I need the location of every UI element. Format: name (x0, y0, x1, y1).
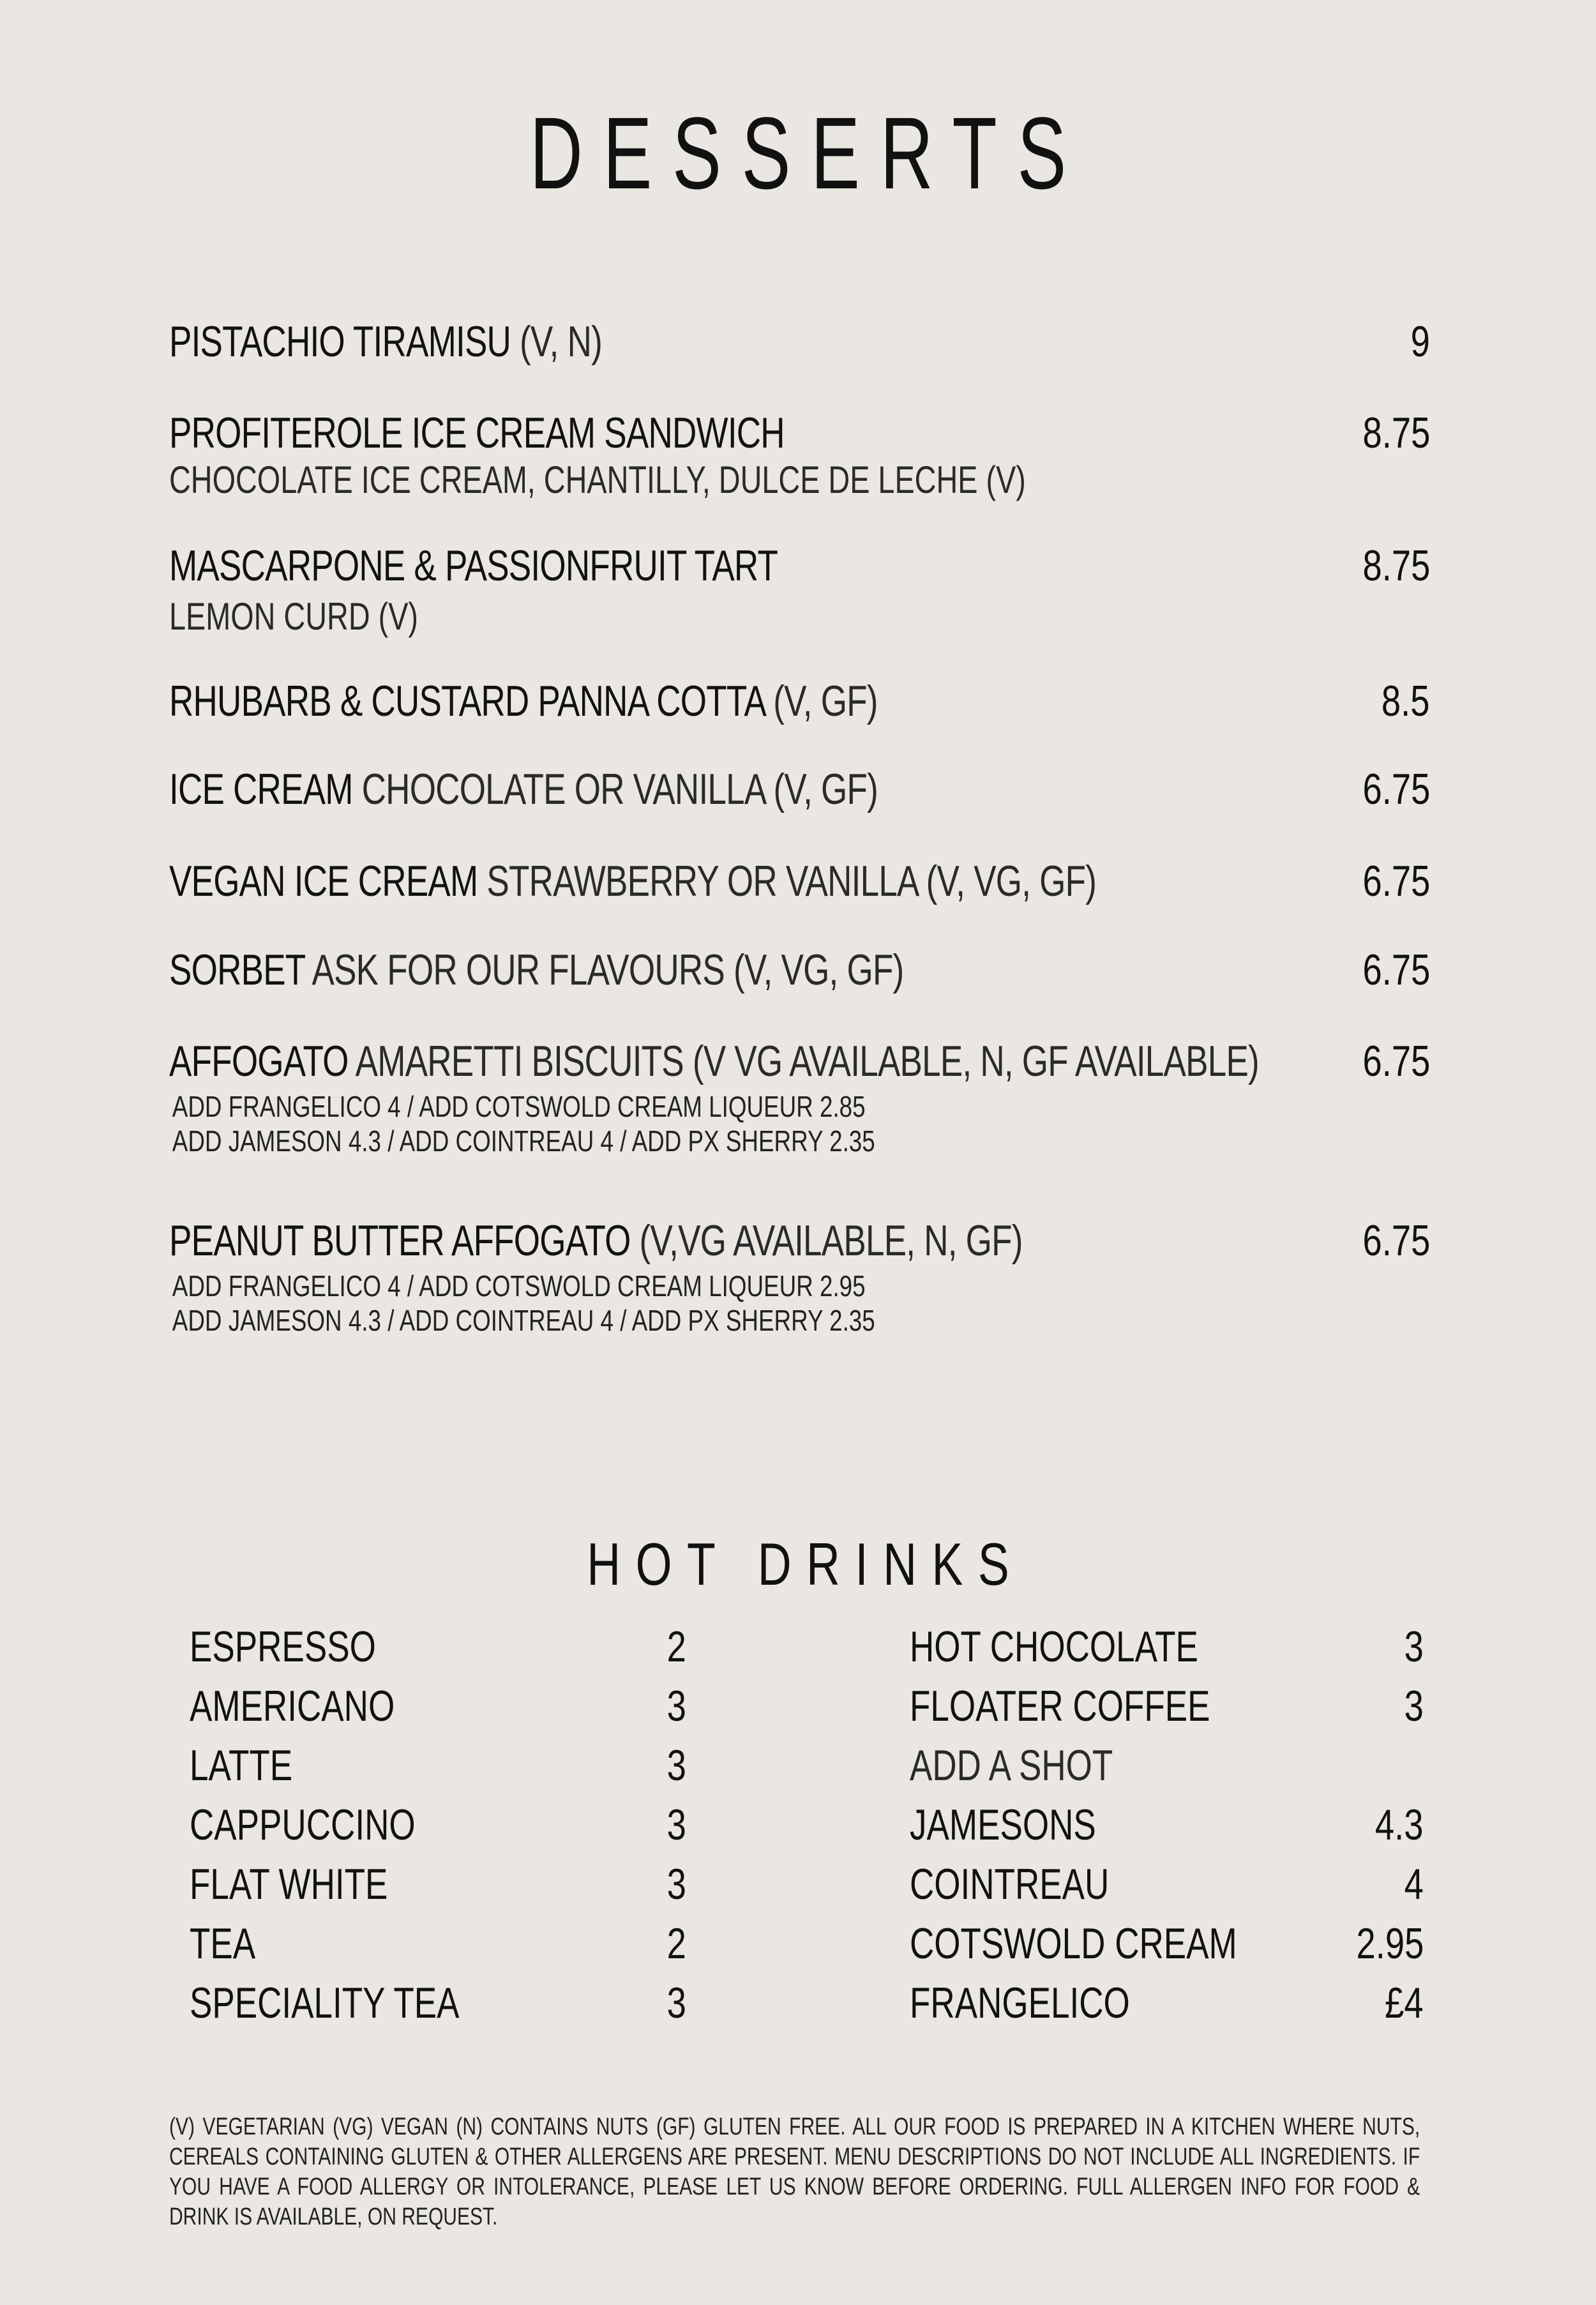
drink-price: 3 (666, 1979, 686, 2027)
dessert-name: RHUBARB & CUSTARD PANNA COTTA (169, 677, 765, 725)
drink-price: 2.95 (1356, 1919, 1424, 1968)
dessert-name: SORBET (169, 946, 305, 994)
drink-item (190, 1736, 686, 1795)
drink-item (910, 1974, 1424, 2033)
allergen-footnote: (V) VEGETARIAN (VG) VEGAN (N) CONTAINS NUTS (GF) GLUTEN FREE. ALL OUR FOOD IS PREPARED IN A KITCHEN WHERE NUTS, CEREALS CONTAINING GLUTEN & OTHER ALLERGENS ARE PRESENT. MENU DESCRIPTIONS DO NOT INCLUDE ALL INGREDIENTS. IF YOU HAVE A FOOD ALLERGY OR INTOLERANCE, PLEASE LET US KNOW BEFORE ORDERING. FULL ALLERGEN INFO FOR FOOD & DRINK IS AVAILABLE, ON REQUEST. (169, 2113, 1420, 2230)
dessert-price: 6.75 (1362, 1037, 1430, 1085)
drink-name: FRANGELICO (910, 1979, 1130, 2027)
drink-price: 3 (666, 1741, 686, 1790)
dessert-item-profiterole-ice-cream-sandwich (169, 407, 1430, 502)
dessert-price: 6.75 (1362, 1216, 1430, 1265)
dessert-item-mascarpone-passionfruit-tart (169, 540, 1430, 639)
drink-name: JAMESONS (910, 1801, 1096, 1849)
drink-name: FLAT WHITE (190, 1860, 388, 1908)
dessert-desc: CHOCOLATE OR VANILLA (V, GF) (352, 765, 878, 813)
dessert-price: 8.75 (1362, 541, 1430, 590)
drink-name: FLOATER COFFEE (910, 1682, 1210, 1730)
drink-price: £4 (1385, 1979, 1424, 2027)
dessert-desc: STRAWBERRY OR VANILLA (V, VG, GF) (478, 857, 1097, 905)
drink-item (190, 1974, 686, 2033)
drink-price: 3 (1404, 1682, 1424, 1730)
drink-name: ADD A SHOT (910, 1741, 1113, 1790)
drink-item (910, 1855, 1424, 1914)
dessert-name: ICE CREAM (169, 765, 353, 813)
drink-name: ESPRESSO (190, 1622, 376, 1671)
dessert-addon-line: ADD FRANGELICO 4 / ADD COTSWOLD CREAM LIQUEUR 2.85 (172, 1090, 866, 1123)
drink-item (190, 1617, 686, 1677)
drink-name: HOT CHOCOLATE (910, 1622, 1198, 1671)
drink-item (190, 1914, 686, 1974)
dessert-item-peanut-butter-affogato (169, 1215, 1430, 1338)
desserts-title: DESSERTS (529, 96, 1087, 210)
drink-name: TEA (190, 1919, 256, 1968)
dessert-name: PEANUT BUTTER AFFOGATO (169, 1216, 631, 1265)
dessert-item-pistachio-tiramisu (169, 316, 1430, 367)
drink-name: COINTREAU (910, 1860, 1110, 1908)
dessert-price: 9 (1410, 317, 1430, 366)
drink-price: 4.3 (1375, 1801, 1424, 1849)
drink-item (190, 1855, 686, 1914)
add-a-shot-heading (910, 1736, 1424, 1795)
hot-drinks-right-column (910, 1617, 1424, 2033)
drink-item (190, 1795, 686, 1855)
dessert-desc: (V, N) (511, 317, 602, 366)
dessert-desc: ASK FOR OUR FLAVOURS (V, VG, GF) (305, 946, 904, 994)
drink-name: SPECIALITY TEA (190, 1979, 460, 2027)
dessert-subdescription: LEMON CURD (V) (169, 595, 419, 638)
dessert-item-affogato (169, 1036, 1430, 1158)
dessert-addon-line: ADD JAMESON 4.3 / ADD COINTREAU 4 / ADD PX SHERRY 2.35 (172, 1304, 875, 1337)
drink-name: AMERICANO (190, 1682, 395, 1730)
drink-price: 3 (666, 1801, 686, 1849)
dessert-item-rhubarb-custard-panna-cotta (169, 676, 1430, 727)
hot-drinks-title: HOT DRINKS (587, 1530, 1025, 1598)
dessert-name: PISTACHIO TIRAMISU (169, 317, 511, 366)
dessert-item-vegan-ice-cream (169, 856, 1430, 907)
drink-item (910, 1795, 1424, 1855)
drink-item (910, 1677, 1424, 1736)
drink-item (910, 1617, 1424, 1677)
dessert-desc: (V, GF) (764, 677, 878, 725)
dessert-item-ice-cream (169, 764, 1430, 815)
dessert-desc: (V,VG AVAILABLE, N, GF) (630, 1216, 1023, 1265)
drink-price: 3 (1404, 1622, 1424, 1671)
drink-item (910, 1914, 1424, 1974)
drink-item (190, 1677, 686, 1736)
drink-name: COTSWOLD CREAM (910, 1919, 1237, 1968)
dessert-price: 6.75 (1362, 765, 1430, 813)
dessert-name: VEGAN ICE CREAM (169, 857, 478, 905)
dessert-addon-line: ADD FRANGELICO 4 / ADD COTSWOLD CREAM LIQUEUR 2.95 (172, 1269, 866, 1303)
dessert-name: AFFOGATO (169, 1037, 349, 1085)
dessert-price: 8.5 (1381, 677, 1430, 725)
drink-name: LATTE (190, 1741, 293, 1790)
drink-price: 4 (1404, 1860, 1424, 1908)
dessert-desc: AMARETTI BISCUITS (V VG AVAILABLE, N, GF AVAILABLE) (348, 1037, 1259, 1085)
drink-price: 2 (666, 1919, 686, 1968)
dessert-subdescription: CHOCOLATE ICE CREAM, CHANTILLY, DULCE DE LECHE (V) (169, 458, 1026, 501)
hot-drinks-left-column (190, 1617, 686, 2033)
dessert-name: MASCARPONE & PASSIONFRUIT TART (169, 541, 778, 590)
dessert-price: 6.75 (1362, 946, 1430, 994)
dessert-price: 8.75 (1362, 409, 1430, 457)
dessert-name: PROFITEROLE ICE CREAM SANDWICH (169, 409, 785, 457)
drink-price: 2 (666, 1622, 686, 1671)
drink-name: CAPPUCCINO (190, 1801, 416, 1849)
dessert-item-sorbet (169, 944, 1430, 995)
dessert-addon-line: ADD JAMESON 4.3 / ADD COINTREAU 4 / ADD PX SHERRY 2.35 (172, 1124, 875, 1158)
drink-price: 3 (666, 1860, 686, 1908)
dessert-price: 6.75 (1362, 857, 1430, 905)
drink-price: 3 (666, 1682, 686, 1730)
